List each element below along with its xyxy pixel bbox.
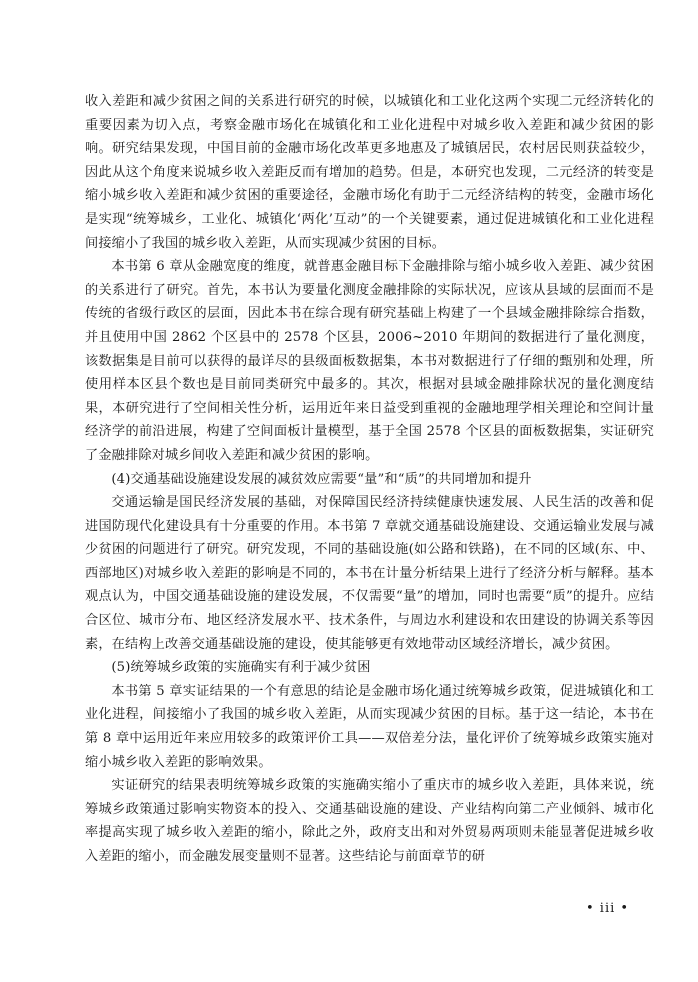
paragraph-chapter-6: 本书第 6 章从金融宽度的维度，就普惠金融目标下金融排除与缩小城乡收入差距、减少贫困的关系进行了研究。首先，本书认为要量化测度金融排除的实际状况，应该从县域的层面而不是传统的省级行政区的层面，因此本书在综合现有研究基础上构建了一个县域金融排除综合指数，并且使用中国 2862 个区县中的 2578 个区县，2006~2010 年期间的数据进行了量化测度，该数据集是目前可以获得的最详尽的县级面板数据集，本书对数据进行了仔细的甄别和处理，所使用样本区县个数也是目前同类研究中最多的。其次，根据对县域金融排除状况的量化测度结果，本研究进行了空间相关性分析，运用近年来日益受到重视的金融地理学相关理论和空间计量经济学的前沿进展，构建了空间面板计量模型，基于全国 2578 个区县的面板数据集，实证研究了金融排除对城乡间收入差距和减少贫困的影响。 — [85, 259, 654, 463]
page-number: • iii • — [586, 901, 630, 916]
section-heading-4: (4)交通基础设施建设发展的减贫效应需要“量”和“质”的共同增加和提升 — [111, 471, 532, 487]
paragraph-empirical-results: 实证研究的结果表明统筹城乡政策的实施确实缩小了重庆市的城乡收入差距，具体来说，统筹城乡政策通过影响实物资本的投入、交通基础设施的建设、产业结构向第二产业倾斜、城市化率提高实现了城乡收入差距的缩小，除此之外，政府支出和对外贸易两项则未能显著促进城乡收入差距的缩小，而金融发展变量则不显著。这些结论与前面章节的研 — [85, 778, 654, 864]
section-heading-5: (5)统筹城乡政策的实施确实有利于减少贫困 — [111, 660, 371, 676]
page-body — [85, 90, 654, 869]
paragraph-chapter-7: 交通运输是国民经济发展的基础，对保障国民经济持续健康快速发展、人民生活的改善和促进国防现代化建设具有十分重要的作用。本书第 7 章就交通基础设施建设、交通运输业发展与减少贫困的问题进行了研究。研究发现，不同的基础设施(如公路和铁路)，在不同的区域(东、中、西部地区)对城乡收入差距的影响是不同的，本书在计量分析结果上进行了经济分析与解释。基本观点认为，中国交通基础设施的建设发展，不仅需要“量”的增加，同时也需要“质”的提升。应结合区位、城市分布、地区经济发展水平、技术条件，与周边水利建设和农田建设的协调关系等因素，在结构上改善交通基础设施的建设，使其能够更有效地带动区域经济增长，减少贫困。 — [85, 495, 654, 652]
paragraph-chapter-8: 本书第 5 章实证结果的一个有意思的结论是金融市场化通过统筹城乡政策，促进城镇化和工业化进程，间接缩小了我国的城乡收入差距，从而实现减少贫困的目标。基于这一结论，本书在第 8 章中运用近年来应用较多的政策评价工具——双倍差分法，量化评价了统筹城乡政策实施对缩小城乡收入差距的影响效果。 — [85, 683, 654, 770]
paragraph-continued-intro: 收入差距和减少贫困之间的关系进行研究的时候，以城镇化和工业化这两个实现二元经济转化的重要因素为切入点，考察金融市场化在城镇化和工业化进程中对城乡收入差距和减少贫困的影响。研究结果发现，中国目前的金融市场化改革更多地惠及了城镇居民，农村居民则获益较少，因此从这个角度来说城乡收入差距反而有增加的趋势。但是，本研究也发现，二元经济的转变是缩小城乡收入差距和减少贫困的重要途径，金融市场化有助于二元经济结构的转变，金融市场化是实现“统筹城乡，工业化、城镇化‘两化’互动”的一个关键要素，通过促进城镇化和工业化进程间接缩小了我国的城乡收入差距，从而实现减少贫困的目标。 — [85, 94, 654, 251]
